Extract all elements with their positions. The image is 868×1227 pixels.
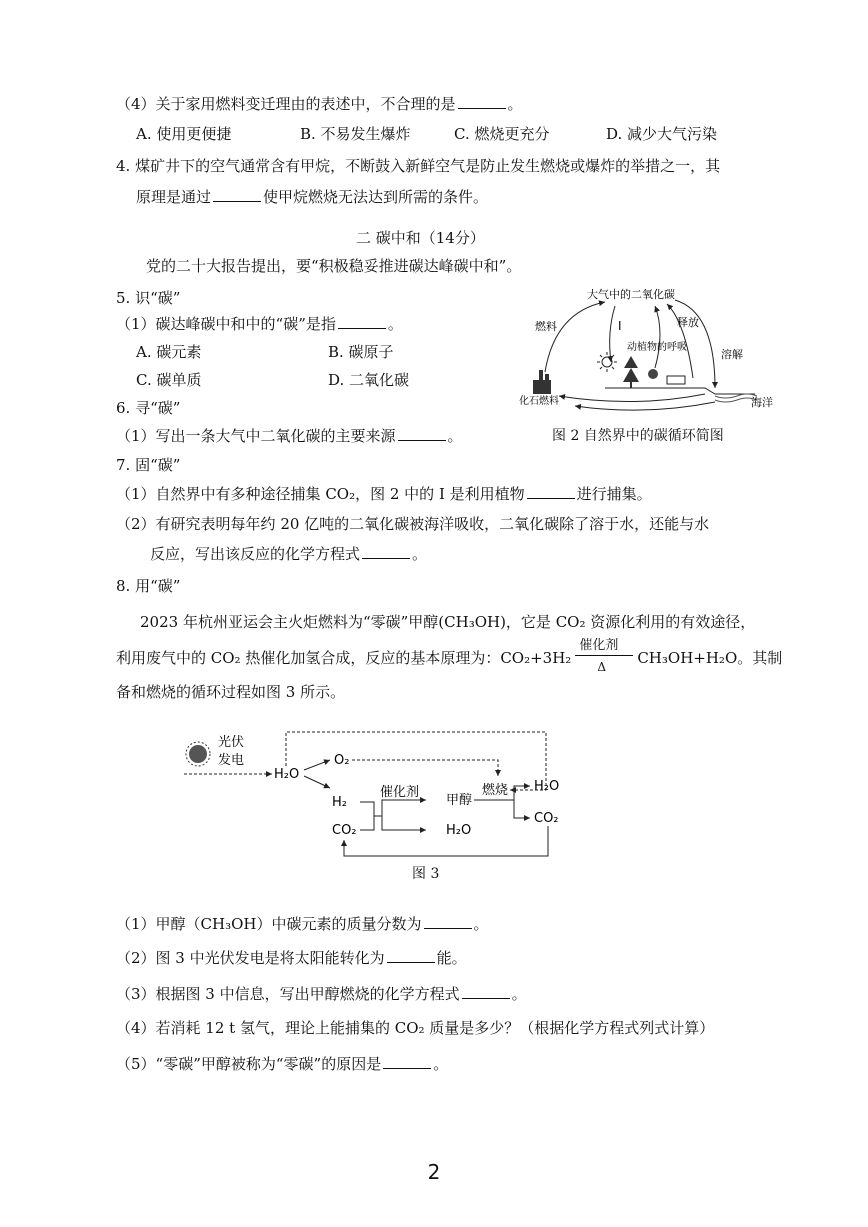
atmosphere-label: 大气中的二氧化碳 bbox=[587, 288, 675, 301]
burn-label: 燃烧 bbox=[482, 783, 509, 798]
question-text: （1）碳达峰碳中和中的“碳”是指 bbox=[116, 315, 336, 333]
reaction-condition bbox=[575, 638, 633, 674]
catalyst-label: 催化剂 bbox=[380, 785, 420, 800]
sun-icon bbox=[186, 742, 210, 766]
question-text: 利用废气中的 CO₂ 热催化加氢合成，反应的基本原理为：CO₂+3H₂ bbox=[116, 649, 572, 667]
question-text: 原理是通过 bbox=[136, 188, 212, 206]
question-8-head: 8. 用“碳” bbox=[116, 577, 181, 595]
question-end: 。 bbox=[447, 427, 463, 445]
question-6-1 bbox=[116, 426, 463, 446]
water-return-arrow bbox=[286, 732, 546, 790]
pv-label-1: 光伏 bbox=[218, 735, 245, 750]
answer-blank[interactable] bbox=[398, 426, 446, 441]
question-5-head: 5. 识“碳” bbox=[116, 289, 181, 307]
answer-blank[interactable] bbox=[213, 187, 261, 202]
burn-h2o-node: H₂O bbox=[534, 779, 560, 794]
co2-node: CO₂ bbox=[332, 823, 357, 838]
animal-icon bbox=[667, 376, 685, 384]
question-end: 。 bbox=[473, 915, 489, 933]
carbon-cycle-figure bbox=[515, 282, 785, 432]
question-8-4: （4）若消耗 12 t 氢气，理论上能捕集的 CO₂ 质量是多少？（根据化学方程式列式计算） bbox=[116, 1019, 715, 1037]
respiration-label: 动植物的呼吸 bbox=[627, 342, 687, 353]
o2-node: O₂ bbox=[334, 753, 350, 768]
question-text: 反应，写出该反应的化学方程式 bbox=[150, 545, 361, 563]
question-end: 。 bbox=[433, 1055, 449, 1073]
question-8-5 bbox=[116, 1054, 448, 1074]
question-7-2-line2 bbox=[150, 544, 427, 564]
question-end: 。 bbox=[507, 95, 523, 113]
plant-icon bbox=[648, 369, 658, 379]
answer-blank[interactable] bbox=[338, 314, 386, 329]
option-d[interactable]: D. 减少大气污染 bbox=[606, 125, 718, 143]
option-a[interactable]: A. 使用更便捷 bbox=[136, 125, 232, 143]
option-c[interactable]: C. 燃烧更充分 bbox=[454, 125, 550, 143]
answer-blank[interactable] bbox=[462, 984, 510, 999]
catalyst-label: 催化剂 bbox=[579, 638, 619, 653]
question-text: 进行捕集。 bbox=[576, 485, 652, 503]
catalyst-arrow-down bbox=[382, 816, 426, 830]
fuel-arrow bbox=[545, 302, 605, 372]
question-end: 。 bbox=[511, 985, 527, 1003]
fuel-label: 燃料 bbox=[535, 320, 557, 333]
section-intro: 党的二十大报告提出，要“积极稳妥推进碳达峰碳中和”。 bbox=[146, 257, 522, 275]
figure-3-caption: 图 3 bbox=[412, 866, 440, 882]
answer-blank[interactable] bbox=[458, 94, 506, 109]
question-text: （4）关于家用燃料变迁理由的表述中，不合理的是 bbox=[116, 95, 456, 113]
tree-icon bbox=[623, 356, 639, 382]
question-4-line1: 4. 煤矿井下的空气通常含有甲烷，不断鼓入新鲜空气是防止发生燃烧或爆炸的举措之一，其 bbox=[116, 157, 721, 175]
sun-icon bbox=[597, 352, 617, 372]
burn-co2-node: CO₂ bbox=[534, 811, 559, 826]
ground-line bbox=[605, 388, 755, 394]
h2o-output-node: H₂O bbox=[446, 823, 472, 838]
answer-blank[interactable] bbox=[527, 484, 575, 499]
methanol-cycle-figure bbox=[180, 726, 570, 866]
ocean-label: 海洋 bbox=[751, 396, 773, 409]
question-text: （5）“零碳”甲醇被称为“零碳”的原因是 bbox=[116, 1055, 382, 1073]
answer-blank[interactable] bbox=[387, 948, 435, 963]
question-end: 。 bbox=[412, 545, 428, 563]
question-5-1 bbox=[116, 314, 403, 334]
o2-arrow bbox=[304, 760, 330, 770]
h2-node: H₂ bbox=[332, 795, 347, 810]
catalyst-arrow-up bbox=[374, 800, 426, 816]
page-number: 2 bbox=[427, 1160, 441, 1184]
burn-to-co2-arrow bbox=[514, 800, 530, 818]
question-text: （1）自然界中有多种途径捕集 CO₂，图 2 中的 I 是利用植物 bbox=[116, 485, 525, 503]
question-8-3 bbox=[116, 984, 527, 1004]
question-7-2-line1: （2）有研究表明每年约 20 亿吨的二氧化碳被海洋吸收，二氧化碳除了溶于水，还能与水 bbox=[116, 515, 710, 533]
question-4-4 bbox=[116, 94, 523, 114]
h2o-node: H₂O bbox=[274, 767, 300, 782]
question-end: 。 bbox=[387, 315, 403, 333]
question-text: （1）写出一条大气中二氧化碳的主要来源 bbox=[116, 427, 396, 445]
question-text: 能。 bbox=[436, 949, 467, 967]
respiration-arrow bbox=[655, 306, 660, 368]
question-7-head: 7. 固“碳” bbox=[116, 456, 181, 474]
answer-blank[interactable] bbox=[383, 1054, 431, 1069]
option-b[interactable]: B. 不易发生爆炸 bbox=[300, 125, 411, 143]
option-b[interactable]: B. 碳原子 bbox=[328, 343, 394, 361]
option-a[interactable]: A. 碳元素 bbox=[136, 343, 202, 361]
question-8-para3: 备和燃烧的循环过程如图 3 所示。 bbox=[116, 683, 346, 701]
question-text: CH₃OH+H₂O。其制 bbox=[637, 649, 783, 667]
section-title: 二 碳中和（14分） bbox=[356, 229, 485, 247]
pv-label-2: 发电 bbox=[218, 753, 245, 768]
question-4-line2 bbox=[136, 187, 488, 207]
dissolve-label: 溶解 bbox=[721, 348, 743, 361]
option-c[interactable]: C. 碳单质 bbox=[136, 371, 202, 389]
option-d[interactable]: D. 二氧化碳 bbox=[328, 371, 410, 389]
figure-2-caption: 图 2 自然界中的碳循环简图 bbox=[552, 428, 724, 444]
methanol-node: 甲醇 bbox=[446, 793, 473, 808]
fossil-fuel-label: 化石燃料 bbox=[519, 396, 559, 407]
question-6-head: 6. 寻“碳” bbox=[116, 399, 181, 417]
question-text: （1）甲醇（CH₃OH）中碳元素的质量分数为 bbox=[116, 915, 422, 933]
burial-arrow bbox=[559, 394, 705, 402]
o2-to-burn-arrow bbox=[352, 760, 498, 776]
reactant-bracket bbox=[360, 802, 374, 830]
burn-to-h2o-arrow bbox=[514, 786, 530, 800]
release-label: 释放 bbox=[677, 316, 699, 329]
question-text: 使甲烷燃烧无法达到所需的条件。 bbox=[263, 188, 489, 206]
question-8-2 bbox=[116, 948, 467, 968]
question-8-para2 bbox=[116, 638, 783, 674]
question-8-1 bbox=[116, 914, 489, 934]
question-8-para1: 2023 年杭州亚运会主火炬燃料为“零碳”甲醇(CH₃OH)，它是 CO₂ 资源化利用的有效途径， bbox=[140, 613, 756, 631]
heat-label: Δ bbox=[597, 660, 606, 674]
answer-blank[interactable] bbox=[362, 544, 410, 559]
capture-arrow bbox=[610, 306, 615, 362]
question-text: （2）图 3 中光伏发电是将太阳能转化为 bbox=[116, 949, 385, 967]
question-text: （3）根据图 3 中信息，写出甲醇燃烧的化学方程式 bbox=[116, 985, 460, 1003]
answer-blank[interactable] bbox=[424, 914, 472, 929]
factory-icon bbox=[533, 370, 551, 394]
h2-arrow bbox=[304, 776, 330, 788]
question-7-1 bbox=[116, 484, 652, 504]
roman-i-label: I bbox=[618, 319, 622, 333]
